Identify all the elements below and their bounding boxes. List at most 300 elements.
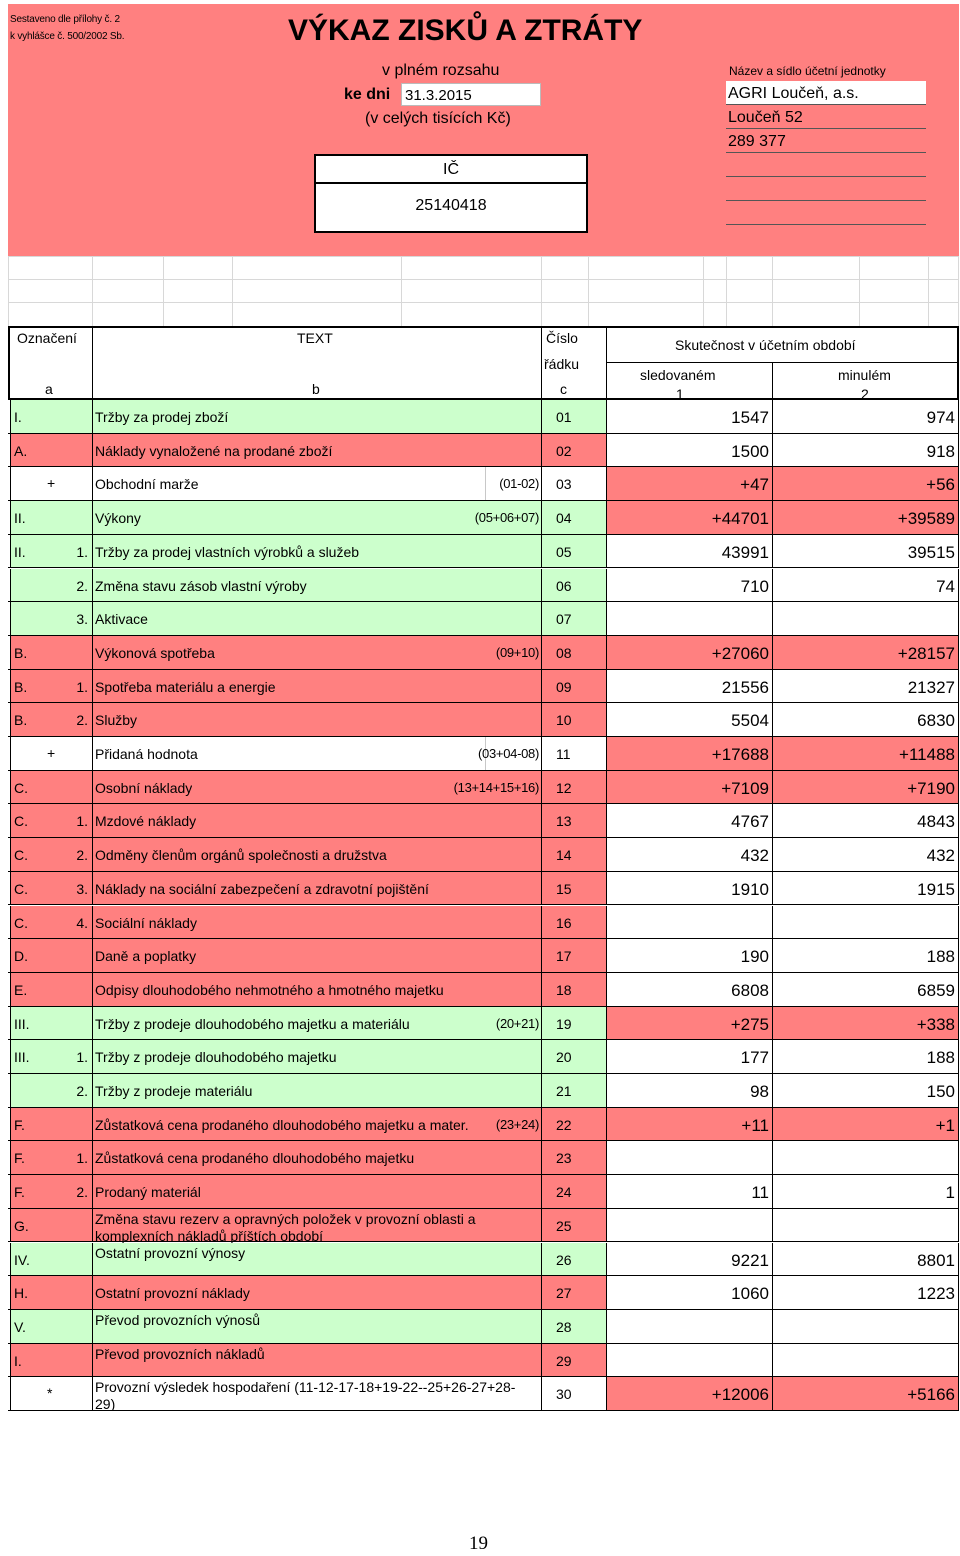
row-text-cell [92, 602, 541, 635]
previous-period-cell[interactable] [772, 906, 959, 939]
current-period-value: +27060 [711, 643, 769, 663]
row-code-cell [541, 1344, 606, 1377]
header-cislo: Číslo [546, 330, 578, 346]
row-code: 03 [556, 476, 572, 493]
current-period-cell[interactable] [606, 906, 772, 939]
row-label: Spotřeba materiálu a energie [95, 678, 276, 695]
row-label: Tržby z prodeje materiálu [95, 1083, 253, 1099]
row-code-cell [541, 703, 606, 736]
header-col-c: c [560, 381, 567, 397]
header-sledovanem: sledovaném [640, 367, 716, 383]
previous-period-cell[interactable] [772, 1276, 959, 1309]
row-marker-cell [10, 535, 92, 568]
row-code: 06 [556, 577, 572, 594]
ic-field[interactable]: 25140418 [415, 197, 487, 214]
row-code: 20 [556, 1049, 572, 1066]
previous-period-cell[interactable] [772, 939, 959, 972]
current-period-cell[interactable] [606, 872, 772, 905]
row-text-cell [92, 1377, 541, 1410]
row-label: Změna stavu zásob vlastní výroby [95, 577, 307, 594]
row-marker-cell [10, 771, 92, 804]
previous-period-cell[interactable] [772, 771, 959, 804]
row-code: 04 [556, 510, 572, 527]
table-row [8, 703, 959, 737]
previous-period-value: +5166 [907, 1385, 955, 1405]
row-code: 16 [556, 914, 572, 931]
row-section-mark: B. [14, 712, 28, 729]
current-period-cell[interactable] [606, 400, 772, 433]
current-period-cell[interactable] [606, 1310, 772, 1343]
current-period-value: 6808 [731, 980, 769, 1000]
table-row [8, 636, 959, 670]
row-code-cell [541, 1141, 606, 1174]
row-text-cell [92, 1141, 541, 1174]
current-period-cell[interactable] [606, 602, 772, 635]
table-row [8, 501, 959, 535]
current-period-cell[interactable] [606, 838, 772, 871]
date-label: ke dni [344, 86, 391, 103]
previous-period-value: 8801 [917, 1250, 955, 1270]
row-code: 09 [556, 678, 572, 695]
entity-address-field[interactable]: Loučeň 52 [726, 105, 926, 129]
row-section-mark: F. [14, 1150, 25, 1167]
current-period-cell[interactable] [606, 434, 772, 467]
row-item-number: 1. [76, 1049, 88, 1066]
row-section-mark: III. [14, 1049, 30, 1066]
table-row [8, 939, 959, 973]
current-period-cell[interactable] [606, 1175, 772, 1208]
current-period-value: 98 [750, 1082, 769, 1101]
row-code-cell [541, 1108, 606, 1141]
row-section-mark: A. [14, 442, 28, 459]
row-code: 10 [556, 712, 572, 729]
row-code-cell [541, 1175, 606, 1208]
table-row [8, 1344, 959, 1378]
row-code-cell [541, 804, 606, 837]
entity-empty-line[interactable] [726, 201, 926, 225]
entity-empty-line[interactable] [726, 177, 926, 201]
previous-period-cell[interactable] [772, 434, 959, 467]
table-row [8, 838, 959, 872]
row-label: Odměny členům orgánů společnosti a družstva [95, 847, 387, 864]
row-code: 11 [556, 746, 571, 762]
table-row [8, 771, 959, 805]
row-section-mark: C. [14, 847, 28, 864]
previous-period-cell[interactable] [772, 1141, 959, 1174]
row-text-cell [92, 636, 541, 669]
table-row [8, 737, 959, 771]
row-code: 13 [556, 813, 572, 830]
row-marker-cell [10, 1175, 92, 1208]
current-period-cell[interactable] [606, 771, 772, 804]
previous-period-cell[interactable] [772, 872, 959, 905]
table-row [8, 1040, 959, 1074]
row-section-mark: I. [14, 409, 22, 425]
row-code-cell [541, 501, 606, 534]
row-text-cell [92, 939, 541, 972]
previous-period-cell[interactable] [772, 569, 959, 602]
row-marker-cell [10, 737, 92, 770]
header-col-b: b [312, 381, 320, 397]
row-code: 02 [556, 442, 572, 459]
units-note: (v celých tisících Kč) [365, 110, 511, 127]
current-period-cell[interactable] [606, 1040, 772, 1073]
previous-period-value: +39589 [897, 509, 955, 529]
previous-period-value: 21327 [907, 677, 955, 697]
row-text-cell [92, 1209, 541, 1242]
current-period-cell[interactable] [606, 703, 772, 736]
table-row [8, 872, 959, 906]
row-code: 12 [556, 779, 572, 796]
previous-period-value: 6859 [917, 980, 955, 1000]
previous-period-value: 1 [945, 1183, 955, 1203]
row-section-mark: F. [14, 1184, 25, 1201]
row-section-mark: E. [14, 981, 28, 998]
row-text-cell [92, 771, 541, 804]
row-code: 18 [556, 981, 572, 998]
row-item-number: 2. [76, 577, 88, 594]
current-period-value: 1547 [731, 408, 769, 427]
table-row [8, 1108, 959, 1142]
previous-period-value: +7190 [907, 778, 955, 798]
row-section-mark: I. [14, 1352, 22, 1369]
row-formula: (03+04-08) [478, 746, 539, 761]
table-row [8, 602, 959, 636]
row-code-cell [541, 535, 606, 568]
row-label: Tržby z prodeje dlouhodobého majetku a materiálu [95, 1015, 410, 1032]
row-code: 27 [556, 1285, 572, 1302]
header-oznaceni: Označení [17, 330, 77, 346]
previous-period-cell[interactable] [772, 1243, 959, 1276]
row-text-cell [92, 906, 541, 939]
header-col-1: 1 [676, 386, 684, 399]
legal-note-line-1: Sestaveno dle přílohy č. 2 [10, 14, 120, 25]
row-sign: * [47, 1385, 53, 1402]
row-section-mark: C. [14, 813, 28, 830]
row-marker-cell [10, 1074, 92, 1107]
current-period-value: 190 [740, 947, 769, 967]
row-code-cell [541, 872, 606, 905]
previous-period-value: +338 [916, 1014, 955, 1034]
table-row [8, 467, 959, 501]
previous-period-cell[interactable] [772, 1040, 959, 1073]
row-label: Odpisy dlouhodobého nehmotného a hmotného majetku [95, 981, 444, 998]
row-code-cell [541, 973, 606, 1006]
row-label: Náklady vynaložené na prodané zboží [95, 442, 333, 459]
current-period-value: 4767 [731, 812, 769, 832]
row-text-cell [92, 1074, 541, 1107]
date-field[interactable]: 31.3.2015 [401, 83, 541, 106]
row-text-cell [92, 804, 541, 837]
table-row [8, 804, 959, 838]
row-code-cell [541, 1310, 606, 1343]
current-period-cell[interactable] [606, 1243, 772, 1276]
table-row [8, 670, 959, 704]
row-code: 19 [556, 1015, 572, 1032]
current-period-value: 432 [740, 846, 769, 866]
header-skutecnost: Skutečnost v účetním období [675, 337, 856, 353]
previous-period-value: 1915 [917, 879, 955, 899]
current-period-value: +275 [730, 1014, 769, 1034]
current-period-value: +44701 [711, 509, 769, 529]
row-label: Tržby za prodej zboží [95, 409, 229, 425]
previous-period-value: 188 [926, 947, 955, 967]
row-code-cell [541, 1074, 606, 1107]
row-formula: (09+10) [495, 644, 539, 660]
previous-period-cell[interactable] [772, 400, 959, 433]
ic-box [314, 154, 588, 233]
current-period-cell[interactable] [606, 804, 772, 837]
row-marker-cell [10, 838, 92, 871]
table-row [8, 973, 959, 1007]
previous-period-cell[interactable] [772, 1108, 959, 1141]
previous-period-cell[interactable] [772, 703, 959, 736]
row-label: Provozní výsledek hospodaření (11-12-17-18+19-22--25+26-27+28-29) [95, 1379, 516, 1412]
row-code-cell [541, 467, 606, 500]
row-item-number: 1. [76, 813, 88, 830]
row-marker-cell [10, 804, 92, 837]
row-label: Tržby za prodej vlastních výrobků a služeb [95, 543, 360, 560]
row-text-cell [92, 872, 541, 905]
header-minulem: minulém [838, 367, 891, 383]
row-code-cell [541, 1377, 606, 1410]
entity-name-field[interactable]: AGRI Loučeň, a.s. [726, 81, 926, 105]
row-marker-cell [10, 703, 92, 736]
row-code-cell [541, 1007, 606, 1040]
entity-empty-line[interactable] [726, 153, 926, 177]
previous-period-cell[interactable] [772, 804, 959, 837]
previous-period-cell[interactable] [772, 636, 959, 669]
row-text-cell [92, 501, 541, 534]
row-label: Ostatní provozní náklady [95, 1285, 250, 1302]
row-code-cell [541, 1040, 606, 1073]
row-label: Přidaná hodnota [95, 746, 198, 762]
previous-period-cell[interactable] [772, 535, 959, 568]
row-label: Změna stavu rezerv a opravných položek v provozní oblasti a komplexních nákladů příštích období [95, 1210, 476, 1243]
header-col-2: 2 [861, 386, 869, 399]
row-text-cell [92, 1344, 541, 1377]
ic-label: IČ [316, 156, 586, 184]
row-label: Daně a poplatky [95, 948, 197, 965]
current-period-value: +17688 [711, 745, 769, 764]
row-item-number: 3. [76, 880, 88, 897]
row-marker-cell [10, 1377, 92, 1410]
previous-period-cell[interactable] [772, 1377, 959, 1410]
current-period-cell[interactable] [606, 535, 772, 568]
row-code-cell [541, 771, 606, 804]
row-label: Aktivace [95, 611, 148, 628]
row-marker-cell [10, 906, 92, 939]
row-marker-cell [10, 939, 92, 972]
row-section-mark: D. [14, 948, 28, 965]
row-code: 05 [556, 543, 572, 560]
previous-period-cell[interactable] [772, 737, 959, 770]
previous-period-cell[interactable] [772, 1074, 959, 1107]
row-marker-cell [10, 1007, 92, 1040]
row-marker-cell [10, 636, 92, 669]
current-period-cell[interactable] [606, 467, 772, 500]
current-period-cell[interactable] [606, 973, 772, 1006]
row-marker-cell [10, 467, 92, 500]
legal-note-line-2: k vyhlášce č. 500/2002 Sb. [10, 31, 125, 42]
row-marker-cell [10, 670, 92, 703]
current-period-value: +11 [741, 1115, 769, 1135]
previous-period-cell[interactable] [772, 670, 959, 703]
current-period-cell[interactable] [606, 569, 772, 602]
report-header [8, 4, 959, 256]
previous-period-cell[interactable] [772, 1175, 959, 1208]
current-period-cell[interactable] [606, 1074, 772, 1107]
row-code-cell [541, 1243, 606, 1276]
current-period-cell[interactable] [606, 670, 772, 703]
row-label: Výkony [95, 510, 141, 527]
row-code: 08 [556, 644, 572, 661]
current-period-value: 9221 [731, 1250, 769, 1270]
row-formula: (05+06+07) [474, 510, 539, 526]
row-label: Výkonová spotřeba [95, 644, 215, 661]
current-period-cell[interactable] [606, 1344, 772, 1377]
row-text-cell [92, 535, 541, 568]
row-item-number: 2. [76, 1083, 88, 1099]
current-period-value: 1910 [731, 879, 769, 899]
current-period-cell[interactable] [606, 1377, 772, 1410]
row-marker-cell [10, 400, 92, 433]
row-text-cell [92, 1175, 541, 1208]
row-marker-cell [10, 1108, 92, 1141]
row-label: Ostatní provozní výnosy [95, 1244, 246, 1261]
row-code-cell [541, 602, 606, 635]
row-formula: (23+24) [495, 1116, 539, 1132]
previous-period-cell[interactable] [772, 602, 959, 635]
previous-period-value: +11488 [899, 745, 955, 764]
row-section-mark: B. [14, 678, 28, 695]
row-code: 30 [556, 1386, 572, 1403]
current-period-cell[interactable] [606, 1007, 772, 1040]
previous-period-value: 1223 [917, 1284, 955, 1304]
spacer-grid [8, 256, 959, 326]
row-section-mark: C. [14, 914, 28, 931]
previous-period-cell[interactable] [772, 973, 959, 1006]
row-text-cell [92, 838, 541, 871]
table-row [8, 535, 959, 569]
current-period-value: 43991 [721, 542, 769, 562]
table-row [8, 906, 959, 940]
previous-period-cell[interactable] [772, 1344, 959, 1377]
previous-period-cell[interactable] [772, 1310, 959, 1343]
row-code-cell [541, 939, 606, 972]
row-item-number: 1. [76, 1150, 88, 1167]
row-item-number: 3. [76, 611, 88, 628]
current-period-cell[interactable] [606, 939, 772, 972]
row-text-cell [92, 1108, 541, 1141]
row-code-cell [541, 838, 606, 871]
row-label: Služby [95, 712, 138, 729]
row-code: 28 [556, 1318, 572, 1335]
current-period-value: 177 [740, 1048, 769, 1068]
previous-period-value: +56 [926, 475, 955, 495]
current-period-cell[interactable] [606, 1276, 772, 1309]
row-marker-cell [10, 1276, 92, 1309]
current-period-value: 1500 [731, 441, 769, 461]
row-code: 25 [556, 1217, 572, 1234]
row-text-cell [92, 737, 541, 770]
table-row [8, 1141, 959, 1175]
row-label: Prodaný materiál [95, 1184, 201, 1201]
row-section-mark: B. [14, 644, 28, 661]
row-code: 21 [556, 1083, 572, 1099]
current-period-value: +12006 [711, 1385, 769, 1405]
previous-period-value: 150 [926, 1082, 955, 1101]
header-col-a: a [45, 381, 53, 397]
row-section-mark: IV. [14, 1251, 30, 1268]
previous-period-value: 974 [926, 408, 955, 427]
row-code-cell [541, 400, 606, 433]
table-row [8, 1310, 959, 1344]
row-formula: (20+21) [495, 1015, 539, 1031]
current-period-cell[interactable] [606, 636, 772, 669]
previous-period-cell[interactable] [772, 467, 959, 500]
row-text-cell [92, 467, 541, 500]
row-code: 07 [556, 611, 572, 628]
row-code: 14 [556, 847, 572, 864]
previous-period-cell[interactable] [772, 1209, 959, 1242]
entity-label: Název a sídlo účetní jednotky [729, 64, 886, 78]
current-period-cell[interactable] [606, 501, 772, 534]
row-label: Obchodní marže [95, 476, 199, 493]
row-item-number: 1. [76, 678, 88, 695]
row-marker-cell [10, 1243, 92, 1276]
table-row [8, 1377, 959, 1411]
previous-period-value: 188 [926, 1048, 955, 1068]
previous-period-cell[interactable] [772, 1007, 959, 1040]
current-period-cell[interactable] [606, 1108, 772, 1141]
previous-period-value: 4843 [917, 812, 955, 832]
row-code-cell [541, 569, 606, 602]
current-period-value: 710 [740, 576, 769, 596]
row-code-cell [541, 1209, 606, 1242]
row-marker-cell [10, 1141, 92, 1174]
row-label: Tržby z prodeje dlouhodobého majetku [95, 1049, 337, 1066]
row-code: 23 [556, 1150, 572, 1167]
row-code-cell [541, 737, 606, 770]
current-period-cell[interactable] [606, 1141, 772, 1174]
row-label: Náklady na sociální zabezpečení a zdravotní pojištění [95, 880, 429, 897]
previous-period-value: +1 [935, 1115, 955, 1135]
entity-postcode-field[interactable]: 289 377 [726, 129, 926, 153]
row-marker-cell [10, 602, 92, 635]
row-formula: (01-02) [499, 476, 539, 492]
current-period-cell[interactable] [606, 1209, 772, 1242]
previous-period-cell[interactable] [772, 501, 959, 534]
table-row [8, 1209, 959, 1243]
row-marker-cell [10, 434, 92, 467]
row-sign: + [47, 475, 56, 492]
row-label: Mzdové náklady [95, 813, 197, 830]
current-period-value: 1060 [731, 1284, 769, 1304]
row-section-mark: C. [14, 880, 28, 897]
row-text-cell [92, 1310, 541, 1343]
previous-period-value: 918 [926, 441, 955, 461]
table-row [8, 1276, 959, 1310]
row-section-mark: C. [14, 779, 28, 796]
current-period-cell[interactable] [606, 737, 772, 770]
previous-period-cell[interactable] [772, 838, 959, 871]
previous-period-value: +28157 [897, 643, 955, 663]
row-text-cell [92, 1007, 541, 1040]
row-marker-cell [10, 1209, 92, 1242]
row-code-cell [541, 636, 606, 669]
row-code-cell [541, 434, 606, 467]
